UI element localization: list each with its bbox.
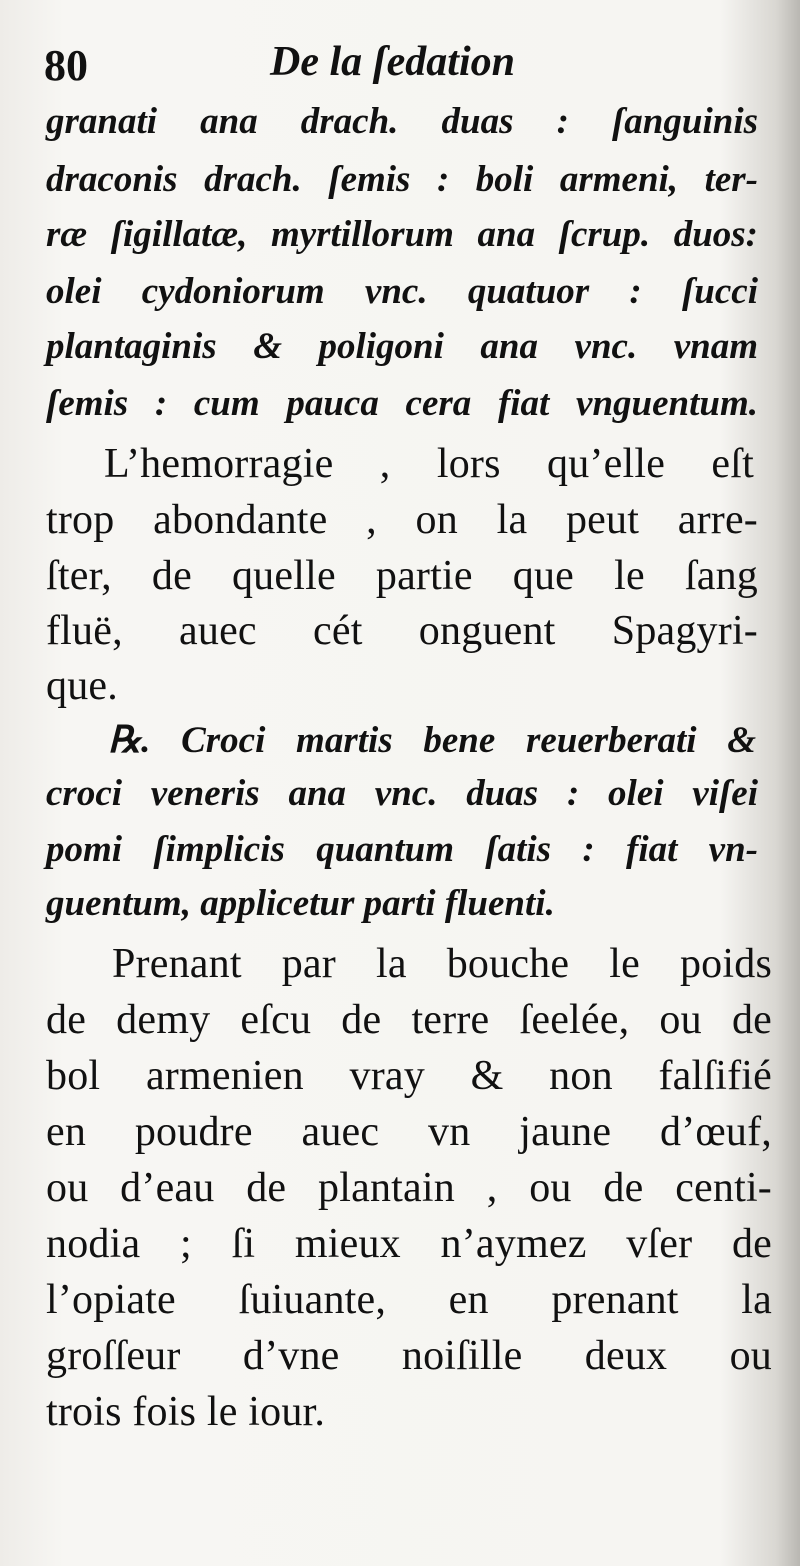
text-line: de demy eſcu de terre ſeelée, ou de xyxy=(46,997,772,1043)
text-line: guentum, applicetur parti fluenti. xyxy=(46,883,555,924)
text-line: ræ ſigillatæ, myrtillorum ana ſcrup. duos: xyxy=(46,214,758,255)
text-line: ℞. Croci martis bene reuerberati & xyxy=(108,720,756,761)
text-line: draconis drach. ſemis : boli armeni, ter- xyxy=(46,159,758,200)
running-title: De la ſedation xyxy=(270,39,515,85)
text-line: croci veneris ana vnc. duas : olei viſei xyxy=(46,773,758,814)
text-line: l’opiate ſuiuante, en prenant la xyxy=(46,1277,772,1323)
text-line: fluë, auec cét onguent Spagyri- xyxy=(46,608,758,654)
text-line: granati ana drach. duas : ſanguinis xyxy=(46,101,758,142)
text-line: plantaginis & poligoni ana vnc. vnam xyxy=(46,326,758,367)
text-line: trop abondante , on la peut arre- xyxy=(46,497,758,543)
text-line: nodia ; ſi mieux n’aymez vſer de xyxy=(46,1221,772,1267)
text-line: Prenant par la bouche le poids xyxy=(112,941,772,987)
text-line: trois fois le iour. xyxy=(46,1389,326,1435)
text-line: bol armenien vray & non falſifié xyxy=(46,1053,772,1099)
page-header xyxy=(44,38,764,98)
text-line: ſemis : cum pauca cera fiat vnguentum. xyxy=(46,383,758,424)
page-number: 80 xyxy=(44,41,88,90)
text-line: olei cydoniorum vnc. quatuor : ſucci xyxy=(46,271,758,312)
text-line: pomi ſimplicis quantum ſatis : fiat vn- xyxy=(46,829,758,870)
text-line: L’hemorragie , lors qu’elle eſt xyxy=(104,441,754,487)
text-line: ſter, de quelle partie que le ſang xyxy=(46,553,758,599)
text-line: groſſeur d’vne noiſille deux ou xyxy=(46,1333,772,1379)
text-line: que. xyxy=(46,663,118,709)
text-line: ou d’eau de plantain , ou de centi- xyxy=(46,1165,772,1211)
text-line: en poudre auec vn jaune d’œuf, xyxy=(46,1109,772,1155)
